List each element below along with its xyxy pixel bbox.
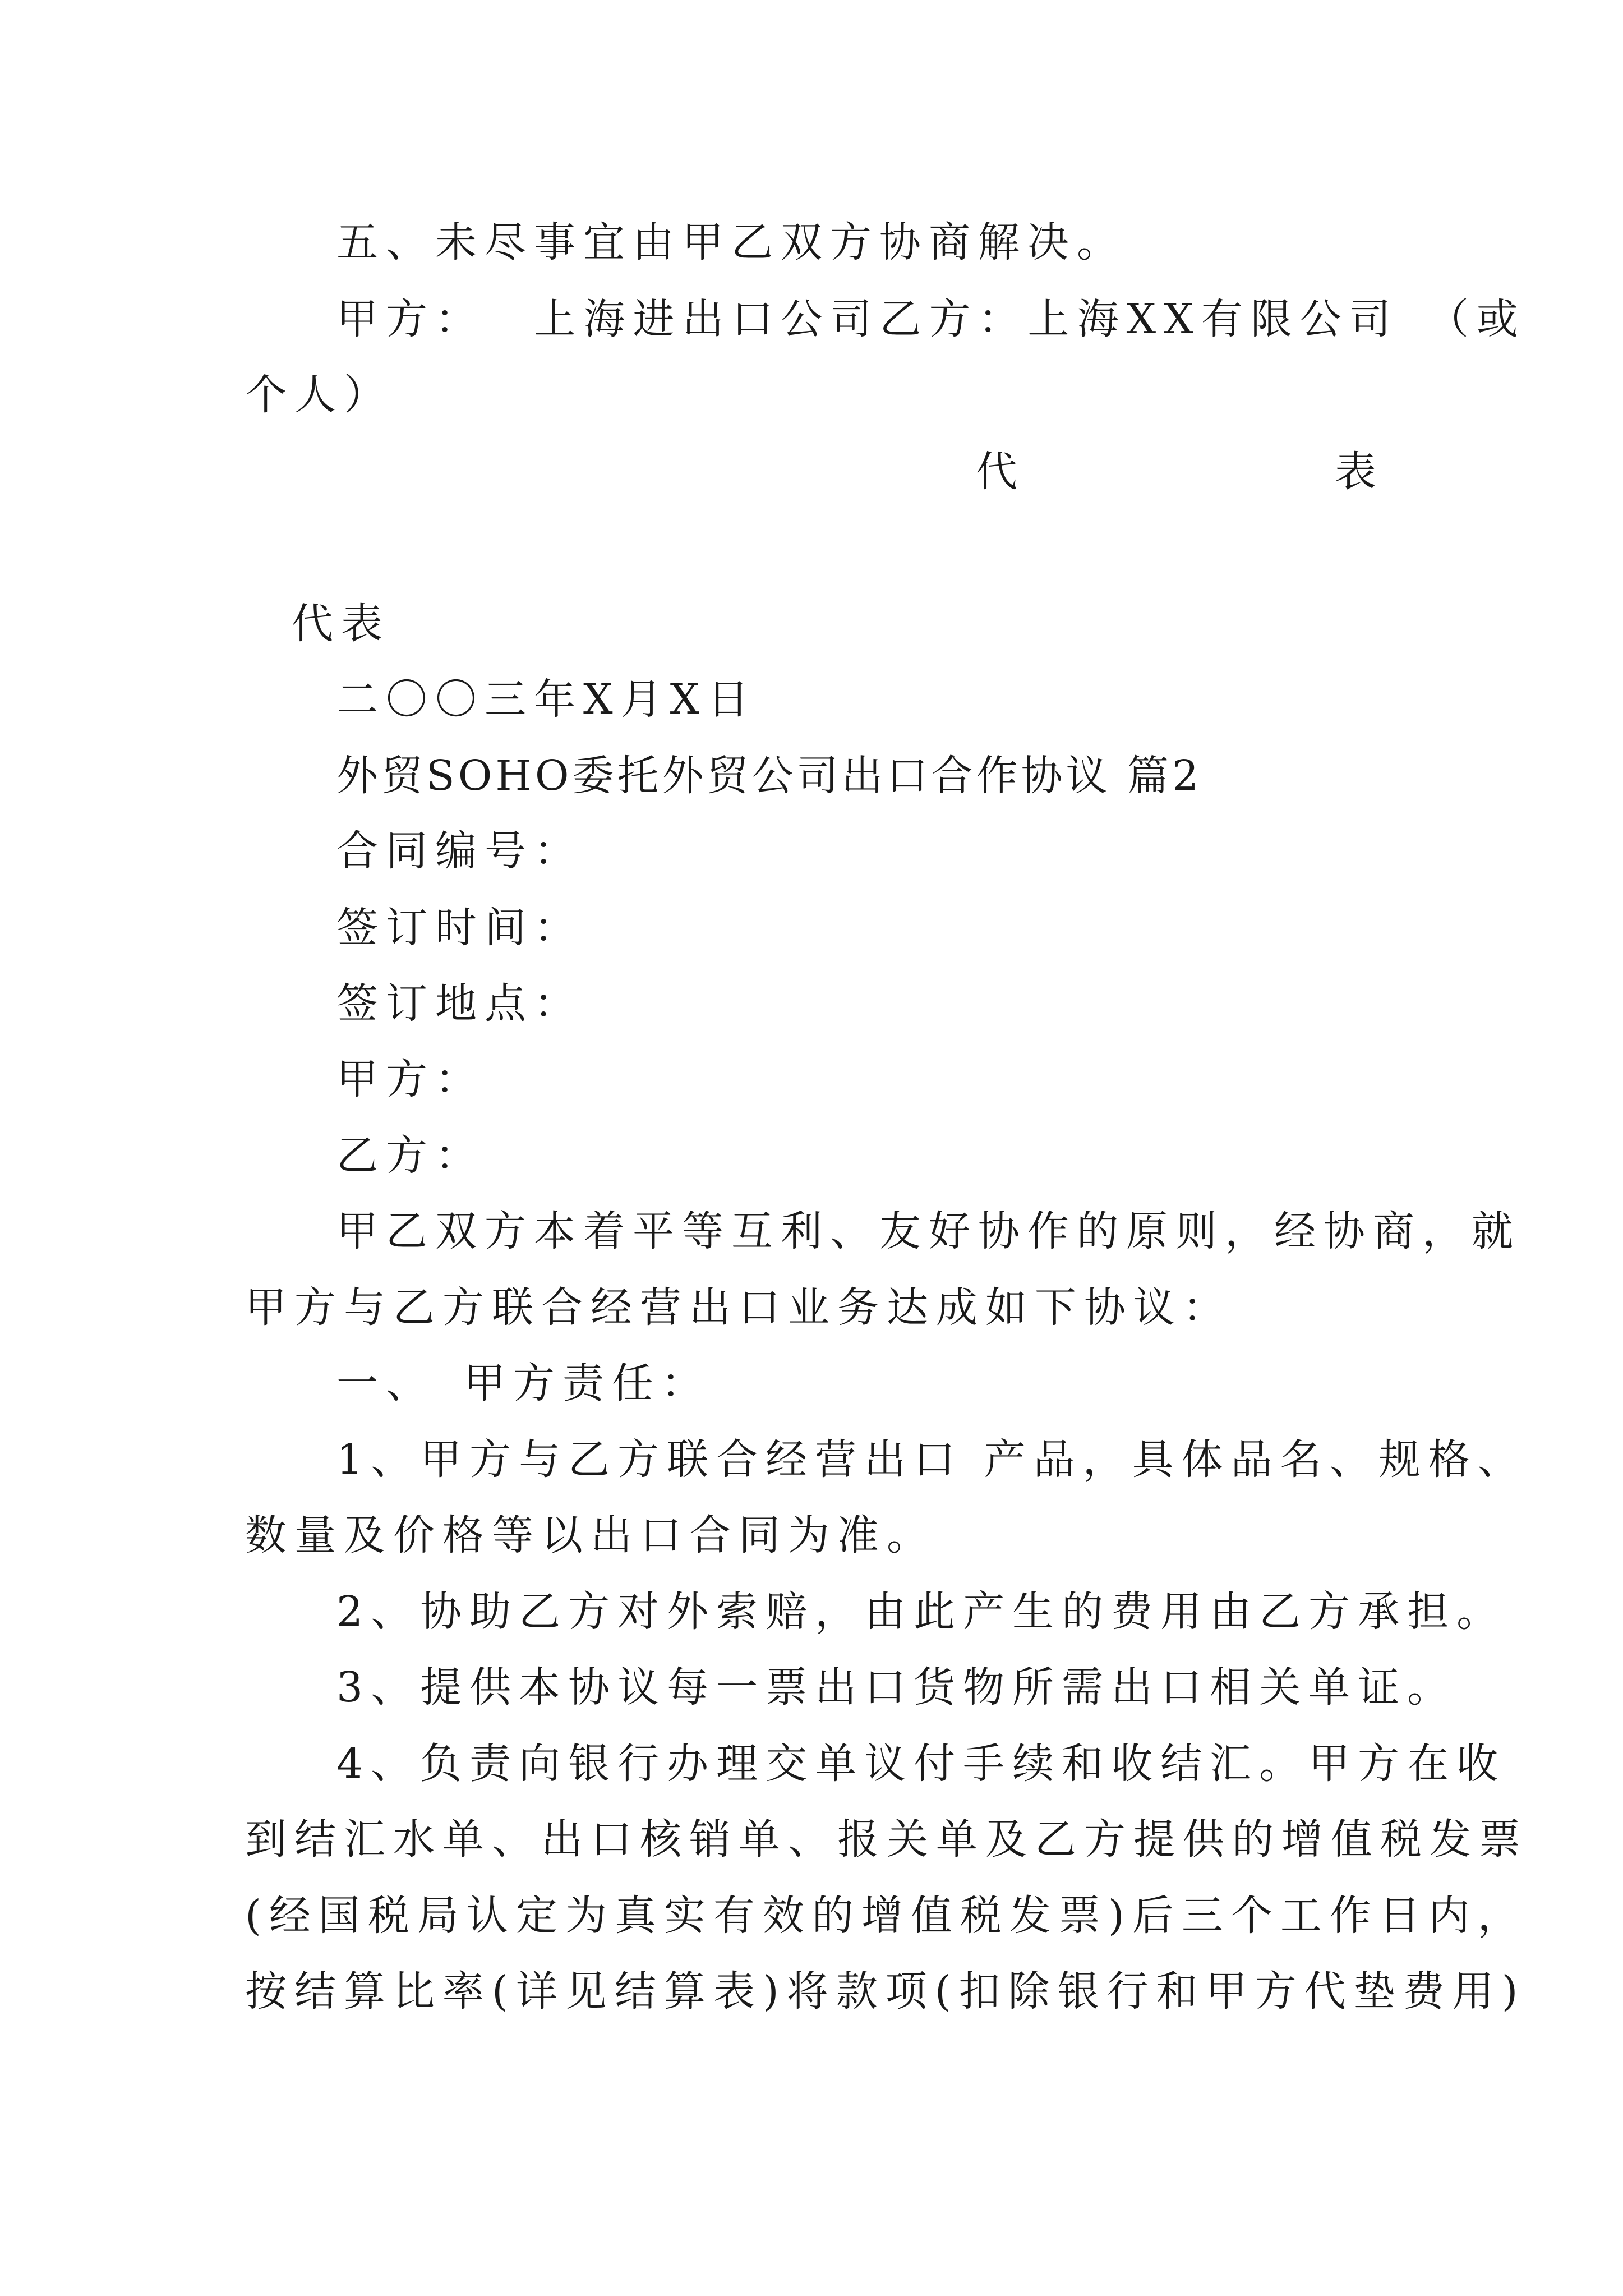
party-b-label: 乙方：	[336, 1131, 485, 1180]
duty-2: 2、协助乙方对外索赔，由此产生的费用由乙方承担。	[336, 1588, 1506, 1636]
preamble-line-1: 甲乙双方本着平等互利、友好协作的原则，经协商，就	[336, 1207, 1521, 1255]
party-line-continued: 个人）	[245, 371, 393, 419]
signing-date: 二〇〇三年X月X日	[336, 675, 757, 724]
party-a-label: 甲方：	[336, 1055, 485, 1103]
section-title: 外贸SOHO委托外贸公司出口合作协议 篇2	[336, 752, 1202, 800]
clause-five: 五、未尽事宜由甲乙双方协商解决。	[336, 218, 1126, 266]
duty-1-line-2: 数量及价格等以出口合同为准。	[245, 1511, 936, 1559]
contract-number-label: 合同编号：	[336, 827, 583, 875]
duty-4-line-3: (经国税局认定为真实有效的增值税发票)后三个工作日内，	[245, 1892, 1527, 1940]
duty-4-line-4: 按结算比率(详见结算表)将款项(扣除银行和甲方代垫费用)	[245, 1967, 1526, 2016]
representative-char-1: 代	[976, 448, 1025, 496]
duty-4-line-1: 4、负责向银行办理交单议付手续和收结汇。甲方在收	[336, 1740, 1506, 1788]
party-a-duties-heading: 一、 甲方责任：	[336, 1359, 711, 1407]
duty-4-line-2: 到结汇水单、出口核销单、报关单及乙方提供的增值税发票	[245, 1815, 1528, 1864]
party-line: 甲方： 上海进出口公司乙方：上海XX有限公司 （或	[336, 295, 1526, 343]
representative-char-2: 表	[1335, 448, 1384, 496]
duty-1-line-1: 1、甲方与乙方联合经营出口 产品，具体品名、规格、	[336, 1435, 1527, 1484]
signing-time-label: 签订时间：	[336, 904, 583, 952]
signing-place-label: 签订地点：	[336, 979, 583, 1028]
preamble-line-2: 甲方与乙方联合经营出口业务达成如下协议：	[245, 1283, 1232, 1332]
duty-3: 3、提供本协议每一票出口货物所需出口相关单证。	[336, 1663, 1457, 1711]
representative-label: 代表	[292, 600, 390, 648]
